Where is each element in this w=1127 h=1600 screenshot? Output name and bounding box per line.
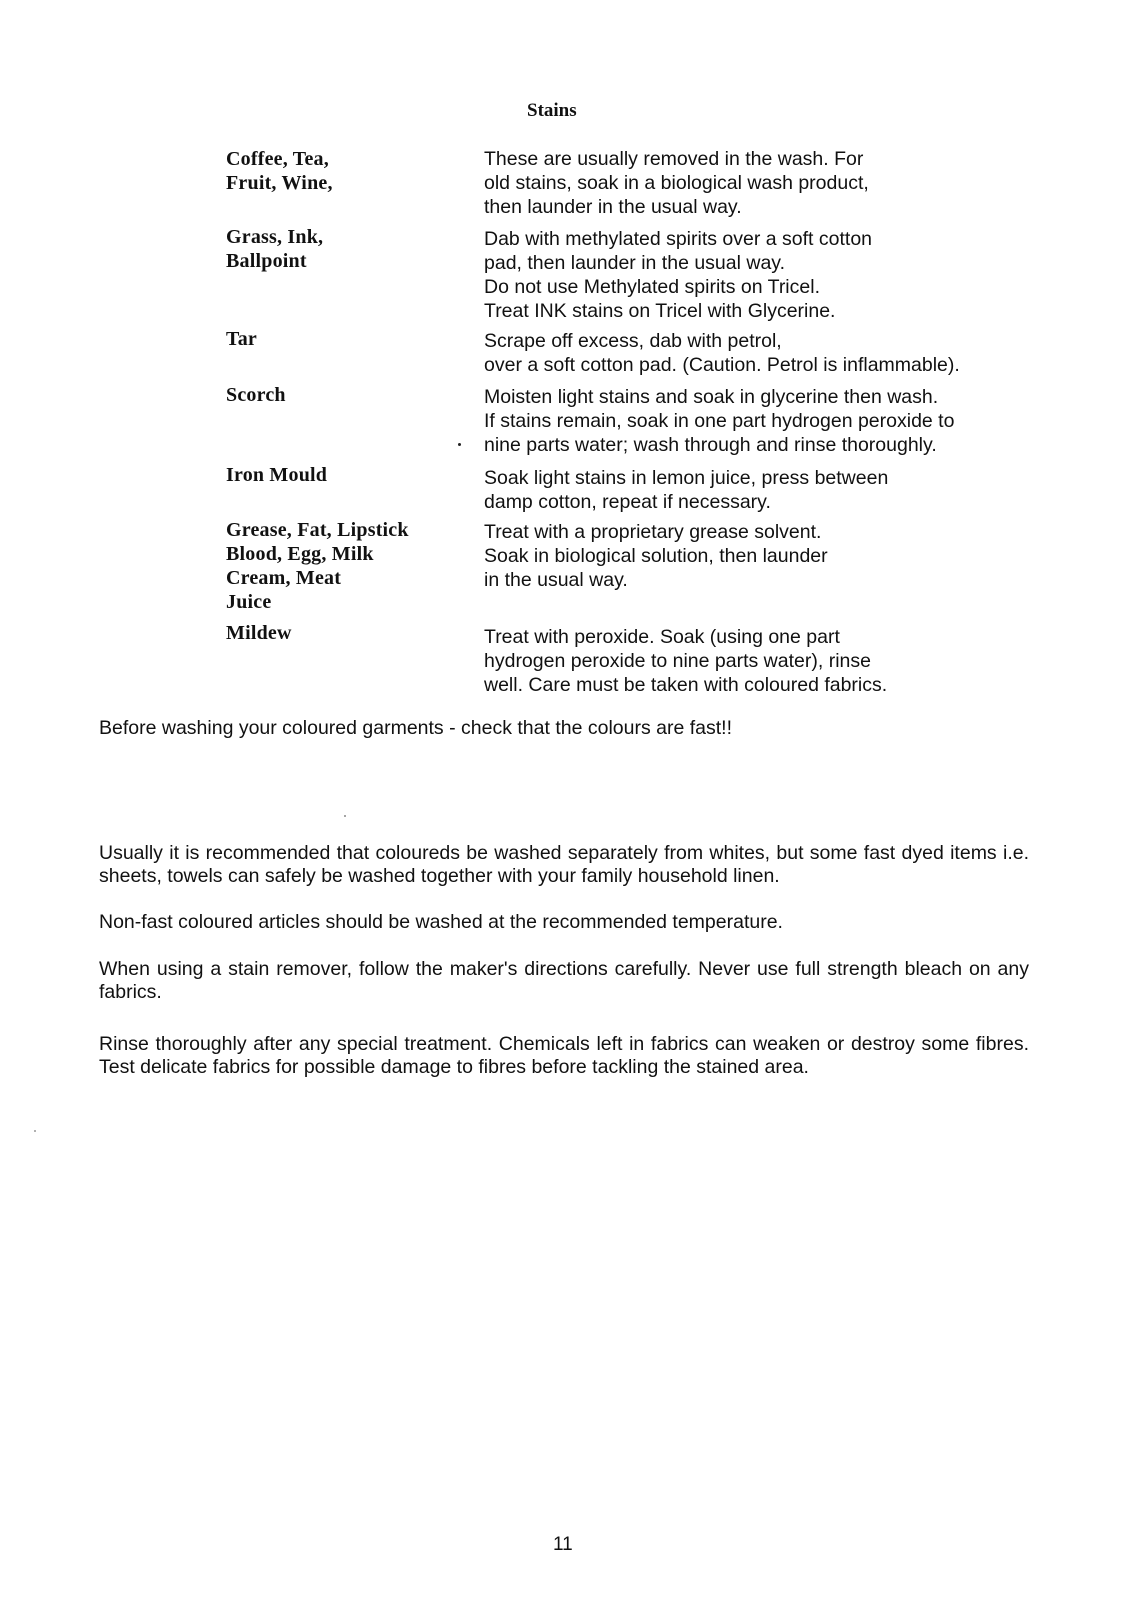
stain-name-line: Coffee, Tea, [226,148,329,170]
treatment-line: in the usual way. [484,569,628,591]
treatment-line: Do not use Methylated spirits on Tricel. [484,276,820,298]
stain-name [226,383,466,407]
treatment-line: Soak in biological solution, then launder [484,545,828,567]
stain-name-line: Mildew [226,622,292,644]
stain-name [226,225,466,273]
stain-name-line: Juice [226,591,272,613]
stain-treatment [484,625,1084,697]
treatment-line: If stains remain, soak in one part hydrogen peroxide to [484,410,955,432]
stain-name-line: Ballpoint [226,250,307,272]
treatment-line: hydrogen peroxide to nine parts water), rinse [484,650,871,672]
stain-name-line: Iron Mould [226,464,328,486]
stain-name [226,621,466,645]
section-title: Stains [527,100,577,121]
treatment-line: Soak light stains in lemon juice, press between [484,467,889,489]
body-paragraph: Non-fast coloured articles should be washed at the recommended temperature. [99,911,783,933]
treatment-line: These are usually removed in the wash. For [484,148,864,170]
page-number: 11 [553,1534,573,1555]
body-paragraph: Usually it is recommended that coloureds be washed separately from whites, but some fast dyed items i.e. sheets, towels can safely be washed together with your family household linen. [99,842,1029,887]
stain-name [226,327,466,351]
stain-name-line: Blood, Egg, Milk [226,543,374,565]
treatment-line: then launder in the usual way. [484,196,742,218]
treatment-line: Treat with peroxide. Soak (using one part [484,626,840,648]
treatment-line: Scrape off excess, dab with petrol, [484,330,782,352]
stain-treatment [484,147,1084,219]
treatment-line: well. Care must be taken with coloured fabrics. [484,674,888,696]
treatment-line: Treat INK stains on Tricel with Glycerine. [484,300,836,322]
colour-check-note: Before washing your coloured garments - check that the colours are fast!! [99,717,732,739]
treatment-line: Treat with a proprietary grease solvent. [484,521,822,543]
body-paragraph: Rinse thoroughly after any special treatment. Chemicals left in fabrics can weaken or destroy some fibres. Test delicate fabrics for possible damage to fibres before tackling the stained area. [99,1033,1029,1078]
stain-treatment [484,227,1084,323]
stain-treatment [484,385,1084,457]
stain-name [226,518,466,614]
treatment-line: pad, then launder in the usual way. [484,252,786,274]
treatment-line: old stains, soak in a biological wash product, [484,172,869,194]
stain-name-line: Cream, Meat [226,567,342,589]
treatment-line: over a soft cotton pad. (Caution. Petrol is inflammable). [484,354,960,376]
stain-name-line: Tar [226,328,257,350]
stain-name-line: Scorch [226,384,286,406]
stain-treatment [484,329,1084,377]
stain-name-line: Grease, Fat, Lipstick [226,519,409,541]
stain-treatment [484,520,1084,592]
stain-name-line: Fruit, Wine, [226,172,333,194]
treatment-line: damp cotton, repeat if necessary. [484,491,771,513]
treatment-line: nine parts water; wash through and rinse thoroughly. [484,434,937,456]
treatment-line: Moisten light stains and soak in glycerine then wash. [484,386,939,408]
scan-speck [458,443,461,446]
stain-name [226,147,466,195]
stain-name [226,463,466,487]
treatment-line: Dab with methylated spirits over a soft cotton [484,228,873,250]
stain-treatment [484,466,1084,514]
scan-speck [344,815,346,817]
scan-speck [34,1130,36,1132]
body-paragraph: When using a stain remover, follow the maker's directions carefully. Never use full strength bleach on any fabrics. [99,958,1029,1003]
stain-name-line: Grass, Ink, [226,226,324,248]
